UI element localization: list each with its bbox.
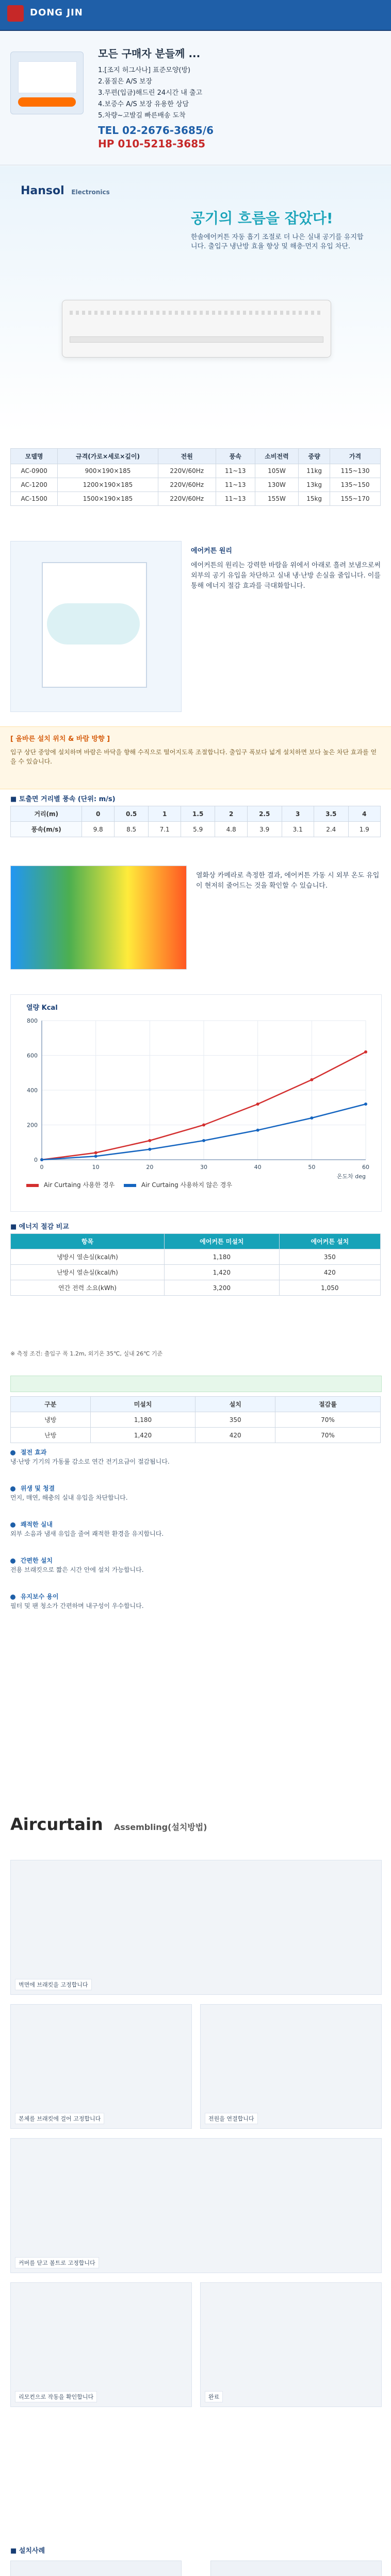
assembly-step-image [10, 2282, 192, 2407]
table-row [11, 478, 381, 492]
aircurtain-header [0, 1803, 391, 1844]
energy-footnote: ※ 측정 조건: 출입구 폭 1.2m, 외기온 35℃, 실내 26℃ 기준 [10, 1350, 163, 1357]
spec-header: 전원 [158, 449, 216, 464]
aircurtain-title-text: Aircurtain [10, 1815, 103, 1834]
vel-header: 4 [348, 806, 380, 822]
spec-cell: 155~170 [330, 492, 381, 506]
install-case-image [210, 2561, 382, 2576]
benefit-desc: 냉·난방 기기의 가동률 감소로 연간 전기요금이 절감됩니다. [10, 1458, 170, 1465]
spec-cell: AC-1500 [11, 492, 58, 506]
spec-header: 풍속 [216, 449, 255, 464]
spec-cell: 130W [255, 478, 298, 492]
info-list-item: 4.보증수 A/S 보장 유용한 상담 [98, 100, 189, 108]
contact-block [98, 124, 214, 150]
benefits-section [0, 1443, 391, 1803]
assembly-step-image [10, 1860, 382, 1995]
chart-x-tick: 0 [40, 1164, 44, 1171]
velocity-title: ■ 토출면 거리별 풍속 (단위: m/s) [10, 795, 116, 803]
info-list-item: 5.차량~고발길 빠른배송 도착 [98, 112, 186, 120]
spec-header: 가격 [330, 449, 381, 464]
thermal-image [10, 866, 187, 970]
metrics-cell: 70% [275, 1428, 380, 1443]
legend-swatch-red-icon [26, 1184, 39, 1187]
spec-cell: 11~13 [216, 478, 255, 492]
energy-table [10, 1233, 381, 1296]
spec-cell: 11kg [299, 464, 330, 478]
vel-cell: 1.9 [348, 822, 380, 837]
vel-header: 2 [215, 806, 247, 822]
hero-headline: 공기의 흐름을 잡았다! [191, 210, 333, 227]
chart-y-tick: 0 [34, 1157, 38, 1163]
chart-point [94, 1155, 97, 1158]
spec-header: 규격(가로×세로×깊이) [58, 449, 158, 464]
spec-cell: 11~13 [216, 464, 255, 478]
vel-header: 0.5 [114, 806, 149, 822]
info-title: 모든 구매자 분들께 ... [98, 47, 201, 60]
vel-cell: 5.9 [181, 822, 215, 837]
air-curtain-unit-image [62, 300, 331, 358]
thermo-section [0, 860, 391, 984]
feature-body: 에어커튼의 원리는 강력한 바람을 위에서 아래로 흘려 보냄으로써 외부의 공기 유입을 차단하고 실내 냉·난방 손실을 줄입니다. 이를 통해 에너지 절감 효과를 극대화합니다. [191, 562, 381, 590]
spec-header: 모델명 [11, 449, 58, 464]
table-row [11, 464, 381, 478]
velocity-table [10, 806, 381, 837]
chart-x-tick: 20 [146, 1164, 154, 1171]
info-list-item: 2.품질은 A/S 보장 [98, 78, 152, 86]
metrics-cell: 420 [196, 1428, 275, 1443]
legend-label-b: Air Curtaing 사용하지 않은 경우 [141, 1181, 232, 1189]
metrics-cell: 냉방 [11, 1412, 91, 1428]
feature-section [0, 536, 391, 721]
vel-cell: 9.8 [82, 822, 114, 837]
benefit-title: 위생 및 청결 [20, 1485, 55, 1492]
install-case-image [10, 2561, 182, 2576]
vel-cell: 7.1 [149, 822, 181, 837]
chart-point [202, 1139, 205, 1142]
chart-point [148, 1148, 151, 1151]
spec-cell: 155W [255, 492, 298, 506]
assembly-step-image [10, 2138, 382, 2273]
energy-cell: 1,050 [279, 1280, 380, 1296]
note-body: 입구 상단 중앙에 설치하며 바람은 바닥을 향해 수직으로 떨어지도록 조절합니다. 출입구 폭보다 넓게 설치하면 보다 높은 차단 효과를 얻을 수 있습니다. [10, 749, 377, 765]
energy-cell: 난방시 열손실(kcal/h) [11, 1265, 165, 1280]
hero-brand-text: Hansol [21, 184, 64, 197]
vel-row-label: 풍속(m/s) [11, 822, 82, 837]
metrics-cell: 350 [196, 1412, 275, 1428]
chart-svg [11, 1010, 381, 1185]
assembly-caption: 완료 [205, 2391, 223, 2402]
contact-hp[interactable]: HP 010-5218-3685 [98, 138, 206, 150]
install-note [0, 726, 391, 789]
benefit-title: 쾌적한 실내 [20, 1521, 53, 1528]
benefit-bullet-icon [10, 1450, 15, 1455]
specs-section [0, 443, 391, 531]
metrics-header: 미설치 [90, 1397, 196, 1412]
assembly-gallery [0, 1855, 391, 2535]
energy-section [0, 1221, 391, 1437]
spec-table [10, 448, 381, 506]
hero-section [0, 166, 391, 434]
spec-cell: 105W [255, 464, 298, 478]
metrics-cell: 난방 [11, 1428, 91, 1443]
chart-y-tick: 400 [27, 1087, 38, 1094]
chart-point [310, 1116, 313, 1120]
spec-cell: 15kg [299, 492, 330, 506]
vel-header: 1.5 [181, 806, 215, 822]
chart-section [0, 989, 391, 1216]
benefit-desc: 필터 및 팬 청소가 간편하며 내구성이 우수합니다. [10, 1602, 144, 1609]
table-row [11, 822, 381, 837]
metrics-cell: 70% [275, 1412, 380, 1428]
info-list-item: 1.[조지 허그사나] 표준모양(방) [98, 66, 191, 74]
metrics-header: 설치 [196, 1397, 275, 1412]
table-row [11, 1265, 381, 1280]
velocity-header-row [11, 806, 381, 822]
airflow-icon [47, 603, 140, 645]
table-row [11, 1412, 381, 1428]
benefit-item [10, 1556, 381, 1574]
vel-header: 3.5 [314, 806, 348, 822]
orange-pill-icon [18, 97, 76, 107]
assembly-caption: 벽면에 브래킷을 고정합니다 [15, 1979, 92, 1990]
spec-cell: AC-0900 [11, 464, 58, 478]
contact-tel[interactable]: TEL 02-2676-3685/6 [98, 124, 214, 137]
feature-illustration [10, 541, 182, 712]
legend-label-a: Air Curtaing 사용한 경우 [43, 1181, 115, 1189]
vel-header: 1 [149, 806, 181, 822]
spec-header: 소비전력 [255, 449, 298, 464]
benefit-bullet-icon [10, 1558, 15, 1564]
energy-cell: 350 [279, 1249, 380, 1265]
vel-header: 0 [82, 806, 114, 822]
feature-title: 에어커튼 원리 [191, 547, 232, 555]
chart-point [94, 1151, 97, 1155]
benefit-title: 간편한 설치 [20, 1557, 53, 1564]
benefit-item [10, 1520, 381, 1538]
chart-point [40, 1158, 43, 1161]
energy-cell: 3,200 [165, 1280, 280, 1296]
metrics-header: 구분 [11, 1397, 91, 1412]
energy-title: ■ 에너지 절감 비교 [10, 1223, 69, 1231]
assembly-step-image [200, 2004, 382, 2129]
chart-x-tick: 50 [308, 1164, 316, 1171]
chart-x-tick: 40 [254, 1164, 262, 1171]
info-list [98, 65, 202, 122]
chart-x-tick: 10 [92, 1164, 100, 1171]
assembly-caption: 전원을 연결합니다 [205, 2113, 258, 2124]
table-row [11, 1280, 381, 1296]
benefit-item [10, 1484, 381, 1502]
top-bar [0, 0, 391, 31]
velocity-section [0, 793, 391, 855]
table-row [11, 1249, 381, 1265]
spec-cell: 1500×190×185 [58, 492, 158, 506]
energy-header: 항목 [11, 1234, 165, 1249]
vel-cell: 3.9 [247, 822, 282, 837]
benefit-desc: 먼지, 매연, 해충의 실내 유입을 차단합니다. [10, 1494, 128, 1501]
spec-header-row [11, 449, 381, 464]
benefit-bullet-icon [10, 1486, 15, 1492]
laptop-icon [18, 61, 77, 93]
chart-title: 열량 Kcal [26, 1004, 58, 1012]
energy-cell: 냉방시 열손실(kcal/h) [11, 1249, 165, 1265]
energy-cell: 연간 전력 소요(kWh) [11, 1280, 165, 1296]
table-row [11, 1428, 381, 1443]
unit-grill [70, 311, 322, 315]
chart-y-tick: 200 [27, 1122, 38, 1129]
benefit-bullet-icon [10, 1522, 15, 1528]
chart-point [364, 1050, 367, 1054]
thermo-text: 열화상 카메라로 측정한 결과, 에어커튼 가동 시 외부 온도 유입이 현저히 줄어드는 것을 확인할 수 있습니다. [196, 872, 380, 890]
feature-text [191, 546, 381, 591]
info-list-item: 3.무편(입금)해드린 24시간 내 출고 [98, 89, 203, 97]
benefit-title: 유지보수 용이 [20, 1593, 59, 1600]
vel-cell: 4.8 [215, 822, 247, 837]
chart-point [202, 1124, 205, 1127]
assembly-step-image [10, 2004, 192, 2129]
spec-cell: 220V/60Hz [158, 464, 216, 478]
benefit-title: 절전 효과 [20, 1449, 47, 1456]
vel-header: 2.5 [247, 806, 282, 822]
aircurtain-subtitle: Assembling(설치방법) [113, 1822, 207, 1832]
energy-cell: 1,180 [165, 1249, 280, 1265]
vel-header: 거리(m) [11, 806, 82, 822]
benefit-bullet-icon [10, 1595, 15, 1600]
chart-point [256, 1129, 259, 1132]
hero-subtext: 한솔에어커튼 자동 흡기 조절로 더 나은 실내 공기를 유지합니다. 출입구 냉난방 효율 향상 및 해충·먼지 유입 차단. [191, 233, 364, 250]
energy-cell: 1,420 [165, 1265, 280, 1280]
spec-cell: 900×190×185 [58, 464, 158, 478]
unit-vent [70, 336, 323, 343]
benefit-desc: 전용 브래킷으로 짧은 시간 안에 설치 가능합니다. [10, 1566, 144, 1573]
table-row [11, 492, 381, 506]
benefit-item [10, 1448, 381, 1466]
info-section [0, 31, 391, 165]
spec-cell: 135~150 [330, 478, 381, 492]
note-title: [ 올바른 설치 위치 & 바람 방향 ] [10, 735, 110, 743]
metrics-cell: 1,420 [90, 1428, 196, 1443]
spec-cell: 220V/60Hz [158, 492, 216, 506]
chart-x-tick: 30 [200, 1164, 207, 1171]
chart-y-tick: 600 [27, 1052, 38, 1059]
promo-badge [10, 52, 84, 114]
energy-highlight-strip [10, 1376, 382, 1392]
chart-point [364, 1103, 367, 1106]
assembly-caption: 리모컨으로 작동을 확인합니다 [15, 2391, 97, 2402]
chart-point [310, 1078, 313, 1081]
spec-cell: 11~13 [216, 492, 255, 506]
energy-cell: 420 [279, 1265, 380, 1280]
chart-x-tick: 60 [362, 1164, 369, 1171]
chart-y-tick: 800 [27, 1018, 38, 1024]
hero-brand [21, 184, 110, 197]
installs-title: ■ 설치사례 [10, 2547, 45, 2555]
metrics-header-row [11, 1397, 381, 1412]
assembly-step-image [200, 2282, 382, 2407]
spec-cell: 1200×190×185 [58, 478, 158, 492]
energy-header-row [11, 1234, 381, 1249]
chart-point [256, 1103, 259, 1106]
spec-cell: 13kg [299, 478, 330, 492]
metrics-header: 절감률 [275, 1397, 380, 1412]
hero-brand-sub: Electronics [71, 189, 110, 196]
energy-header: 에어커튼 미설치 [165, 1234, 280, 1249]
benefit-desc: 외부 소음과 냄새 유입을 줄여 쾌적한 환경을 유지합니다. [10, 1530, 164, 1537]
metrics-table [10, 1396, 381, 1443]
aircurtain-title [10, 1815, 207, 1834]
spec-header: 중량 [299, 449, 330, 464]
metrics-cell: 1,180 [90, 1412, 196, 1428]
assembly-caption: 본체를 브래킷에 걸어 고정합니다 [15, 2113, 104, 2124]
vel-cell: 8.5 [114, 822, 149, 837]
vel-cell: 2.4 [314, 822, 348, 837]
vel-cell: 3.1 [282, 822, 314, 837]
spec-cell: 115~130 [330, 464, 381, 478]
chart-point [148, 1139, 151, 1142]
brand-logo-icon [7, 5, 24, 22]
chart-legend [26, 1180, 232, 1189]
spec-cell: 220V/60Hz [158, 478, 216, 492]
brand-name: DONG JIN [30, 7, 83, 18]
chart-container [10, 994, 382, 1212]
chart-x-label: 온도차 deg [336, 1173, 366, 1180]
vel-header: 3 [282, 806, 314, 822]
energy-header: 에어커튼 설치 [279, 1234, 380, 1249]
legend-swatch-blue-icon [124, 1184, 136, 1187]
benefit-item [10, 1592, 381, 1611]
installs-section [0, 2545, 391, 2576]
spec-cell: AC-1200 [11, 478, 58, 492]
assembly-caption: 커버를 닫고 볼트로 고정합니다 [15, 2257, 99, 2268]
